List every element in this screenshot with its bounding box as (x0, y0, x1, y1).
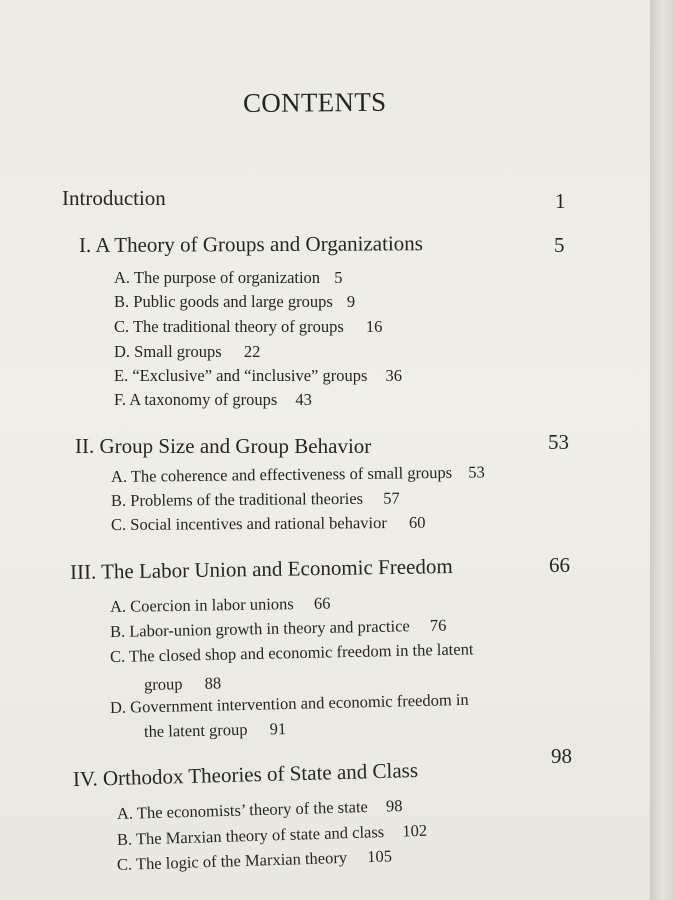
toc-section (114, 268, 342, 288)
toc-section (110, 594, 331, 617)
chapter-title: Orthodox Theories of State and Class (102, 757, 419, 791)
toc-section (117, 821, 428, 850)
toc-chapter-1 (79, 231, 423, 258)
chapter-title: A Theory of Groups and Organizations (95, 231, 423, 257)
chapter-page: 98 (551, 744, 572, 768)
chapter-title: The Labor Union and Economic Freedom (100, 553, 453, 584)
chapter-title: Group Size and Group Behavior (99, 434, 372, 458)
section-page: 88 (204, 673, 222, 693)
section-title-continuation: group (143, 674, 183, 694)
toc-section-continuation (144, 719, 287, 742)
section-letter: B. (109, 621, 126, 641)
section-letter: A. (110, 466, 128, 486)
toc-section (111, 488, 400, 511)
section-title: Coercion in labor unions (130, 594, 294, 616)
toc-section (111, 513, 426, 535)
section-letter: B. (110, 490, 127, 510)
toc-section (117, 796, 403, 824)
section-title: Labor-union growth in theory and practice (129, 616, 410, 641)
section-letter: D. (114, 342, 131, 361)
section-letter: B. (114, 292, 130, 311)
section-page: 22 (243, 342, 261, 361)
section-title: The closed shop and economic freedom in the latent (128, 639, 474, 666)
chapter-number: I. (78, 232, 92, 257)
toc-section (114, 317, 382, 337)
toc-section (114, 342, 260, 362)
section-page: 102 (402, 820, 428, 841)
section-title: Small groups (134, 342, 222, 361)
section-page: 43 (295, 390, 312, 409)
chapter-number: III. (69, 559, 97, 584)
section-page: 36 (385, 366, 403, 385)
toc-section (117, 846, 393, 875)
section-page: 60 (408, 512, 426, 532)
chapter-number: II. (75, 434, 95, 458)
section-page: 105 (366, 846, 393, 867)
section-letter: E. (114, 366, 129, 385)
section-title-continuation: the latent group (143, 719, 248, 741)
section-title: The Marxian theory of state and class (135, 822, 385, 849)
section-page: 76 (429, 615, 447, 635)
section-title: The traditional theory of groups (132, 317, 344, 336)
section-letter: C. (110, 514, 127, 534)
section-letter: F. (114, 390, 126, 409)
toc-chapter-2 (75, 434, 371, 459)
section-title: The coherence and effectiveness of small groups (130, 462, 453, 486)
section-title: The logic of the Marxian theory (135, 847, 348, 874)
section-letter: B. (116, 829, 133, 849)
section-title: “Exclusive” and “inclusive” groups (132, 366, 368, 385)
toc-section (114, 390, 312, 410)
toc-section (114, 366, 402, 386)
contents-heading: CONTENTS (242, 86, 387, 118)
chapter-page: 66 (549, 553, 570, 577)
section-page: 9 (346, 292, 356, 311)
section-title: The economists’ theory of the state (136, 796, 369, 823)
toc-introduction-page: 1 (555, 189, 566, 213)
toc-section-continuation (144, 673, 222, 695)
toc-section (111, 462, 485, 487)
section-title: Government intervention and economic freedom in (129, 689, 469, 717)
section-title: Problems of the traditional theories (130, 488, 364, 510)
section-page: 98 (385, 796, 403, 816)
toc-chapter-4 (73, 758, 419, 792)
section-letter: C. (109, 646, 126, 666)
toc-section (110, 639, 474, 667)
section-page: 53 (468, 462, 485, 482)
toc-chapter-3 (70, 554, 453, 585)
section-page: 91 (269, 719, 287, 739)
section-letter: A. (109, 596, 127, 616)
chapter-page: 5 (554, 233, 565, 257)
page-edge (650, 0, 675, 900)
chapter-page: 53 (548, 430, 569, 454)
chapter-number: IV. (72, 766, 98, 791)
section-title: Public goods and large groups (133, 292, 333, 311)
section-letter: A. (116, 803, 134, 823)
toc-section (114, 292, 355, 312)
section-title: Social incentives and rational behavior (130, 513, 387, 534)
section-page: 16 (365, 317, 383, 336)
section-page: 5 (334, 268, 343, 287)
section-title: The purpose of organization (133, 268, 321, 287)
section-page: 57 (383, 488, 400, 508)
toc-section (110, 616, 447, 642)
section-letter: D. (109, 697, 127, 717)
section-title: A taxonomy of groups (129, 390, 278, 409)
section-page: 66 (313, 593, 331, 613)
section-letter: C. (114, 317, 130, 336)
toc-introduction-title: Introduction (62, 186, 166, 210)
section-letter: C. (116, 854, 133, 874)
section-letter: A. (114, 268, 131, 287)
